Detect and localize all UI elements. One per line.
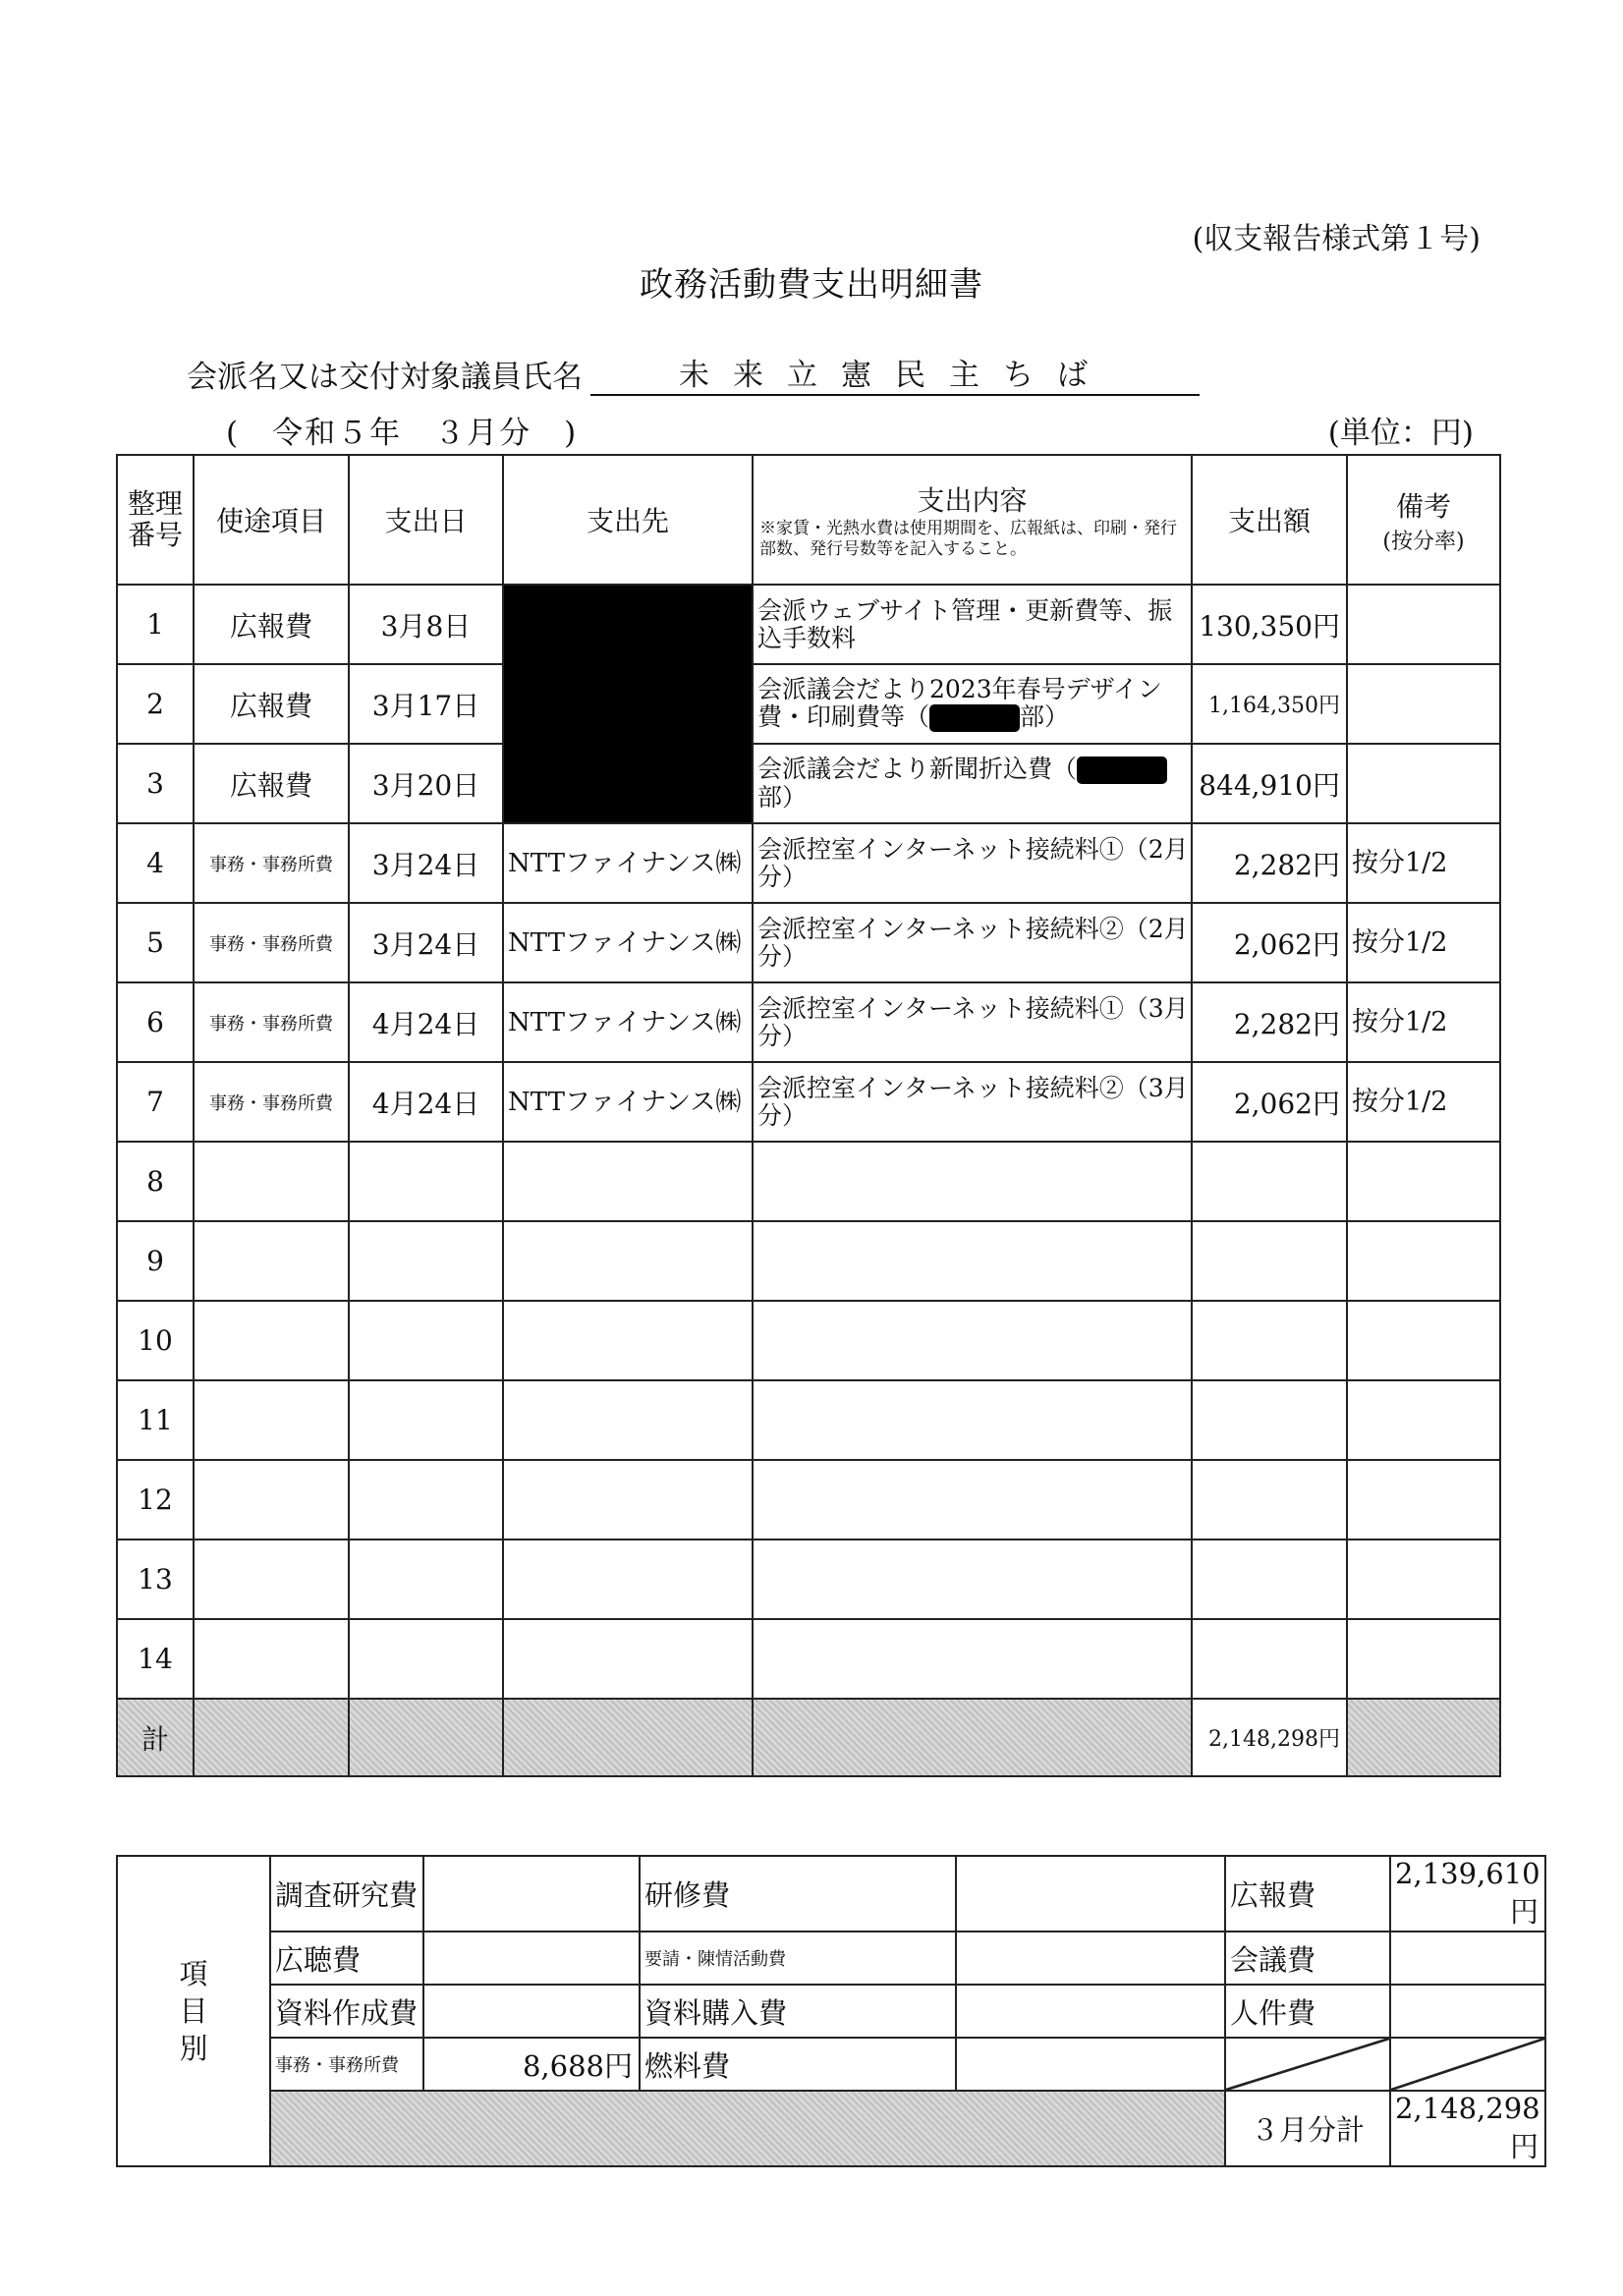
row-content: 会派控室インターネット接続料①（3月分）: [753, 982, 1192, 1062]
header-date: 支出日: [349, 455, 503, 585]
summary-label: 事務・事務所費: [270, 2038, 423, 2091]
table-row: [117, 1380, 1500, 1460]
table-row: [117, 1619, 1500, 1699]
row-payee: NTTファイナンス㈱: [503, 1062, 753, 1142]
row-content-text: 会派議会だより新聞折込費（: [757, 754, 1078, 783]
row-content-suffix: 部）: [1020, 701, 1070, 731]
table-header-row: [117, 455, 1500, 585]
summary-shaded-area: [270, 2091, 1225, 2166]
row-date: 3月17日: [349, 664, 503, 744]
row-remarks: [1347, 664, 1500, 744]
header-no: 整理番号: [117, 455, 194, 585]
report-period: ( 令和５年 ３月分 ): [226, 416, 579, 451]
row-amount: 130,350円: [1192, 585, 1347, 664]
row-remarks: 按分1/2: [1347, 903, 1500, 982]
row-remarks: 按分1/2: [1347, 982, 1500, 1062]
row-payee: NTTファイナンス㈱: [503, 823, 753, 903]
row-date: 3月24日: [349, 903, 503, 982]
row-content-text: 会派議会だより2023年春号デザイン費・印刷費等（: [757, 674, 1162, 731]
row-no: 9: [117, 1221, 194, 1301]
table-row: [117, 903, 1500, 982]
category-summary-table: [116, 1855, 1546, 2167]
row-date: 3月20日: [349, 744, 503, 823]
row-category: 事務・事務所費: [194, 823, 349, 903]
header-amount: 支出額: [1192, 455, 1347, 585]
row-category: 事務・事務所費: [194, 1062, 349, 1142]
row-date: 4月24日: [349, 982, 503, 1062]
row-no: 13: [117, 1540, 194, 1619]
summary-value: [956, 2038, 1225, 2091]
summary-label: 資料作成費: [270, 1985, 423, 2038]
row-amount: 2,062円: [1192, 1062, 1347, 1142]
summary-label: 調査研究費: [270, 1856, 423, 1932]
redacted-payee: [503, 585, 753, 823]
summary-value: [956, 1856, 1225, 1932]
diagonal-cell: [1225, 2038, 1390, 2091]
row-amount: 1,164,350円: [1192, 664, 1347, 744]
summary-label: 会議費: [1225, 1932, 1390, 1985]
row-category: 広報費: [194, 664, 349, 744]
row-no: 10: [117, 1301, 194, 1380]
row-content: [753, 664, 1192, 744]
summary-value: [1390, 1932, 1545, 1985]
row-content: 会派控室インターネット接続料②（2月分）: [753, 903, 1192, 982]
table-row: [117, 982, 1500, 1062]
summary-value: 2,139,610円: [1390, 1856, 1545, 1932]
summary-label: 広報費: [1225, 1856, 1390, 1932]
table-row: [117, 1540, 1500, 1619]
row-no: 6: [117, 982, 194, 1062]
summary-value: [423, 1932, 640, 1985]
table-row: [117, 585, 1500, 664]
row-content: 会派ウェブサイト管理・更新費等、振込手数料: [753, 585, 1192, 664]
row-no: 7: [117, 1062, 194, 1142]
row-date: 4月24日: [349, 1062, 503, 1142]
header-remarks-sub: (按分率): [1382, 529, 1465, 554]
table-row: [117, 1221, 1500, 1301]
diagonal-cell: [1390, 2038, 1545, 2091]
header-content: [753, 455, 1192, 585]
row-amount: 2,062円: [1192, 903, 1347, 982]
row-content: 会派控室インターネット接続料①（2月分）: [753, 823, 1192, 903]
council-line: [187, 350, 1200, 396]
summary-value: [423, 1856, 640, 1932]
row-category: 広報費: [194, 585, 349, 664]
summary-label: 燃料費: [640, 2038, 956, 2091]
form-number: (収支報告様式第１号): [1192, 222, 1481, 256]
table-row: [117, 1301, 1500, 1380]
expenditure-table: [116, 454, 1501, 1777]
row-amount: 2,282円: [1192, 823, 1347, 903]
row-no: 1: [117, 585, 194, 664]
header-content-note: ※家賃・光熱水費は使用期間を、広報紙は、印刷・発行部数、発行号数等を記入すること。: [759, 519, 1177, 559]
total-row: [117, 1699, 1500, 1776]
row-category: 事務・事務所費: [194, 903, 349, 982]
row-category: 広報費: [194, 744, 349, 823]
table-row: [117, 1460, 1500, 1540]
header-remarks-label: 備考: [1395, 489, 1451, 523]
header-payee: 支出先: [503, 455, 753, 585]
total-amount: 2,148,298円: [1192, 1699, 1347, 1776]
row-content: [753, 744, 1192, 823]
total-label: 計: [117, 1699, 194, 1776]
council-name: 未来立憲民主ちば: [590, 350, 1200, 396]
row-amount: 844,910円: [1192, 744, 1347, 823]
summary-value: [1390, 1985, 1545, 2038]
row-date: 3月8日: [349, 585, 503, 664]
row-no: 5: [117, 903, 194, 982]
month-total-label: ３月分計: [1225, 2091, 1390, 2166]
row-remarks: 按分1/2: [1347, 823, 1500, 903]
row-no: 8: [117, 1142, 194, 1221]
row-date: 3月24日: [349, 823, 503, 903]
unit-label: (単位：円): [1327, 416, 1474, 451]
summary-section-label: 項目別: [117, 1856, 270, 2166]
row-remarks: [1347, 585, 1500, 664]
row-content-suffix: 部）: [757, 783, 808, 812]
row-remarks: 按分1/2: [1347, 1062, 1500, 1142]
header-content-title: 支出内容: [917, 484, 1028, 517]
summary-value: [956, 1932, 1225, 1985]
month-total-value: 2,148,298円: [1390, 2091, 1545, 2166]
row-payee: NTTファイナンス㈱: [503, 982, 753, 1062]
table-row: [117, 823, 1500, 903]
summary-label: 資料購入費: [640, 1985, 956, 2038]
summary-value: [956, 1985, 1225, 2038]
row-no: 12: [117, 1460, 194, 1540]
row-no: 14: [117, 1619, 194, 1699]
row-payee: NTTファイナンス㈱: [503, 903, 753, 982]
table-row: [117, 1062, 1500, 1142]
summary-value: [423, 1985, 640, 2038]
document-title: 政務活動費支出明細書: [640, 265, 983, 305]
council-label: 会派名又は交付対象議員氏名: [187, 360, 583, 395]
summary-label: 人件費: [1225, 1985, 1390, 2038]
summary-label: 広聴費: [270, 1932, 423, 1985]
row-no: 11: [117, 1380, 194, 1460]
row-no: 3: [117, 744, 194, 823]
redacted-quantity: [1077, 756, 1167, 784]
header-remarks: [1347, 455, 1500, 585]
table-row: [117, 744, 1500, 823]
summary-value: 8,688円: [423, 2038, 640, 2091]
table-row: [117, 664, 1500, 744]
row-amount: 2,282円: [1192, 982, 1347, 1062]
table-row: [117, 1142, 1500, 1221]
summary-label: 要請・陳情活動費: [640, 1932, 956, 1985]
row-category: 事務・事務所費: [194, 982, 349, 1062]
row-no: 2: [117, 664, 194, 744]
summary-label: 研修費: [640, 1856, 956, 1932]
row-remarks: [1347, 744, 1500, 823]
redacted-quantity: [929, 704, 1020, 732]
row-no: 4: [117, 823, 194, 903]
row-content: 会派控室インターネット接続料②（3月分）: [753, 1062, 1192, 1142]
header-category: 使途項目: [194, 455, 349, 585]
